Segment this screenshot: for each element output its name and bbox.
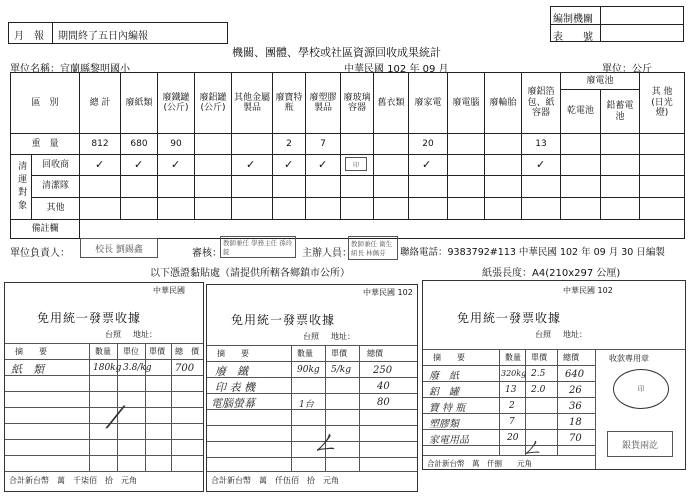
weight-glass [340, 133, 374, 155]
weight-total: 812 [79, 133, 121, 155]
receipt-2-year: 中華民國 102 [363, 288, 413, 297]
header-battery: 廢電池 [560, 72, 640, 90]
receipt-1-dept: 台照 [105, 330, 121, 339]
receipt-1-item-qty: 180kg [93, 363, 122, 373]
page-title: 機關、團體、學校或社區資源回收成果統計 [232, 46, 441, 59]
weight-other-metal [231, 133, 273, 155]
receipt-2-footer: 合計新台幣 萬 仟伍佰 拾 元角 [211, 476, 339, 485]
receipt-1-footer: 合計新台幣 萬 千柒佰 拾 元角 [9, 476, 137, 485]
glass-small-stamp: 印 [345, 157, 367, 171]
receipt-1-col-2: 單位 [123, 347, 139, 356]
receipt-3-col-3: 總價 [563, 353, 579, 362]
header-other-metal: 其他金屬製品 [231, 72, 273, 134]
receipt-3-dept: 台照 [535, 330, 551, 339]
weight-other [639, 133, 685, 155]
header-clothes: 舊衣類 [373, 72, 409, 134]
side-label: 清運對象 [10, 154, 32, 220]
check-tetra: ✓ [536, 158, 546, 171]
unit-measure: 單位：公斤 [602, 64, 652, 75]
receipt-3 [422, 280, 686, 470]
receipt-2-item-1-name: 廢 鐵 [215, 365, 248, 378]
header-tetra: 廢鋁箔包、紙容器 [521, 72, 561, 134]
receipt-2-col-2: 單價 [331, 349, 347, 358]
check-iron: ✓ [171, 158, 181, 171]
receipt-1-col-1: 數量 [95, 347, 111, 356]
report-date: 中華民國 102 年 09 月 [344, 64, 449, 75]
header-plastic: 廢塑膠製品 [305, 72, 341, 134]
period-label: 月 報 [14, 31, 44, 42]
receipt-3-item-3-qty: 2 [509, 401, 515, 411]
receipt-2-addr: 地址： [331, 332, 355, 341]
row-recycler: 回收商 [31, 154, 80, 176]
receipt-3-item-3-name: 寶 特 瓶 [429, 403, 466, 414]
receipt-3-item-2-price: 2.0 [531, 385, 546, 395]
weight-tire [484, 133, 522, 155]
receipt-3-cross-mark: ㄥ [521, 436, 544, 461]
receipt-3-footer: 合計新台幣 萬 仟捌 元角 [427, 459, 532, 468]
period-text: 期間終了五日內編報 [58, 31, 148, 42]
receipt-3-item-1-price: 2.5 [531, 369, 546, 379]
receipt-3-side-label: 收款專用章 [609, 354, 649, 363]
receipt-1-col-3: 單價 [149, 347, 165, 356]
receipt-2-title: 免用統一發票收據 [231, 313, 336, 327]
receipt-3-item-2-total: 26 [569, 385, 582, 396]
receipt-3-item-4-qty: 7 [509, 417, 515, 427]
receipt-2-dept: 台照 [303, 332, 319, 341]
agency-label: 編制機關 [553, 14, 593, 25]
handler-label: 主辦人員： [302, 248, 352, 259]
check-appliance: ✓ [422, 158, 432, 171]
receipt-2-item-1-price: 5/kg [331, 365, 351, 375]
receipt-2-col-3: 總價 [367, 349, 383, 358]
weight-clothes [373, 133, 409, 155]
weight-iron: 90 [157, 133, 195, 155]
receipt-1 [4, 282, 204, 492]
receipt-2 [206, 284, 418, 492]
receipt-3-round-seal: 印 [613, 369, 669, 409]
weight-label: 重 量 [10, 133, 80, 155]
weight-plastic: 7 [305, 133, 341, 155]
receipt-3-col-1: 數量 [505, 353, 521, 362]
weight-paper: 680 [120, 133, 158, 155]
receipt-3-item-5-qty: 20 [507, 433, 519, 443]
check-total: ✓ [95, 158, 105, 171]
weight-computer [447, 133, 485, 155]
receipt-3-item-2-qty: 13 [505, 385, 517, 395]
check-plastic: ✓ [318, 158, 328, 171]
row-cleaning: 清潔隊 [31, 175, 80, 198]
header-iron: 廢鐵罐 (公斤) [157, 72, 195, 134]
receipt-3-title: 免用統一發票收據 [457, 311, 562, 325]
receipt-1-cross-mark: ⁄ [113, 401, 119, 436]
receipt-2-item-1-qty: 90kg [297, 365, 320, 375]
review-label: 審核： [192, 248, 222, 259]
header-lead-battery: 鉛蓄電池 [600, 89, 640, 134]
responsible-label: 單位負責人： [10, 248, 70, 259]
review-stamp: 教師兼任 學務主任 孫玲錠 [220, 236, 296, 258]
receipt-3-item-4-total: 18 [569, 417, 582, 428]
receipt-3-item-5-total: 70 [569, 433, 582, 444]
row-remarks: 備註欄 [10, 219, 80, 239]
receipt-2-item-3-total: 80 [377, 397, 390, 408]
paste-note: 以下憑證黏貼處（請提供所轄各鄉鎮市公所） [150, 268, 350, 279]
header-computer: 廢電腦 [447, 72, 485, 134]
header-tire: 廢輪胎 [484, 72, 522, 134]
receipt-2-item-3-qty: 1台 [299, 400, 314, 410]
receipt-1-year: 中華民國 [153, 286, 185, 295]
receipt-2-col-0: 摘 要 [217, 349, 249, 358]
check-pet: ✓ [284, 158, 294, 171]
weight-pet: 2 [272, 133, 306, 155]
header-appliance: 廢家電 [408, 72, 448, 134]
receipt-1-col-4: 總 價 [175, 347, 199, 356]
receipt-3-item-5-name: 家電用品 [429, 435, 469, 446]
receipt-3-addr: 地址： [563, 330, 587, 339]
receipt-1-col-0: 摘 要 [15, 347, 47, 356]
receipt-2-item-2-name: 印 表 機 [215, 381, 255, 394]
receipt-3-item-2-name: 鋁 罐 [429, 387, 459, 398]
receipt-1-item-price: 3.8/kg [123, 363, 152, 373]
header-region: 區 別 [10, 72, 80, 134]
receipt-3-item-1-qty: 320kg [501, 369, 527, 378]
receipt-3-item-3-total: 36 [569, 401, 582, 412]
weight-lead-battery [600, 133, 640, 155]
paper-size: 紙張長度：A4(210x297 公厘) [482, 268, 621, 279]
header-other: 其 他 (日光燈) [639, 72, 685, 134]
contact-line: 聯絡電話：9383792#113 中華民國 102 年 09 月 30 日編製 [400, 247, 665, 258]
unit-name: 單位名稱：宜蘭縣黎明國小 [10, 64, 130, 75]
check-paper: ✓ [134, 158, 144, 171]
receipt-2-cross-mark: ㄥ [311, 426, 340, 459]
header-glass: 廢玻璃容器 [340, 72, 374, 134]
weight-aluminum [194, 133, 232, 155]
header-dry-battery: 乾電池 [560, 89, 601, 134]
receipt-1-item-name: 紙 類 [11, 363, 44, 376]
check-other-metal: ✓ [246, 158, 256, 171]
receipt-3-col-0: 摘 要 [433, 353, 465, 362]
receipt-1-title: 免用統一發票收據 [37, 311, 142, 325]
receipt-3-bottom-stamp: 銀貨兩訖 [607, 431, 673, 457]
header-paper: 廢紙類 [120, 72, 158, 134]
receipt-1-addr: 地址： [133, 330, 157, 339]
header-pet: 廢寶特瓶 [272, 72, 306, 134]
receipt-2-col-1: 數量 [297, 349, 313, 358]
receipt-2-item-1-total: 250 [373, 365, 393, 376]
receipt-2-item-3-name: 電腦螢幕 [211, 397, 255, 410]
weight-appliance: 20 [408, 133, 448, 155]
receipt-1-item-total: 700 [175, 363, 195, 374]
receipt-3-item-1-total: 640 [565, 369, 585, 380]
row-other: 其他 [31, 197, 80, 220]
form-no-label: 表 號 [553, 32, 593, 43]
header-total: 總 計 [79, 72, 121, 134]
receipt-3-col-2: 單價 [531, 353, 547, 362]
receipt-3-item-1-name: 廢 紙 [429, 371, 459, 382]
receipt-3-year: 中華民國 102 [563, 286, 613, 295]
handler-stamp: 教師兼任 衛生組長 林佩芬 [348, 236, 398, 260]
header-aluminum: 廢鋁罐 (公斤) [194, 72, 232, 134]
weight-dry-battery [560, 133, 601, 155]
receipt-2-item-2-total: 40 [377, 381, 390, 392]
receipt-3-item-4-name: 塑膠類 [429, 419, 459, 430]
responsible-stamp: 校長 劉錫鑫 [80, 238, 158, 258]
weight-tetra: 13 [521, 133, 561, 155]
